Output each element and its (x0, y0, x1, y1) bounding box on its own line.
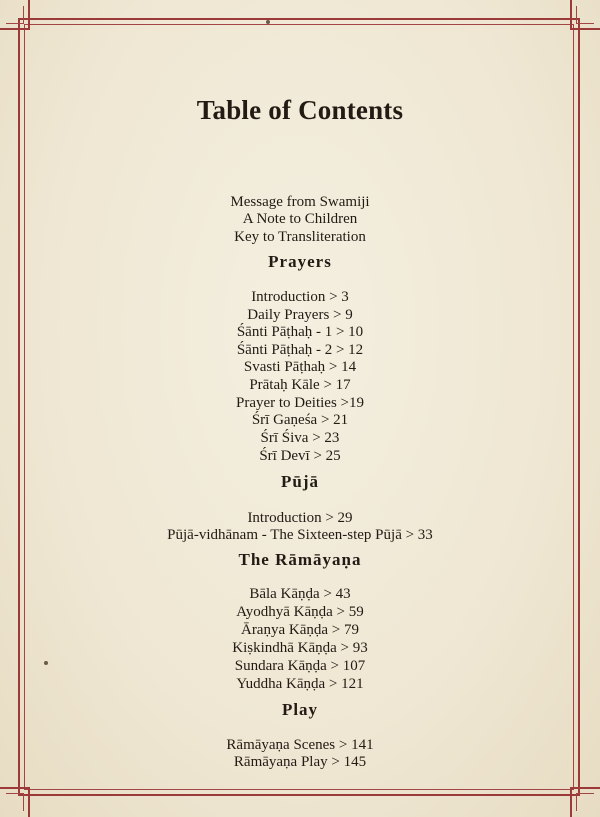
section-heading-puja: Pūjā (281, 472, 319, 491)
paper-speck (266, 20, 270, 24)
toc-entry: Kiṣkindhā Kāṇḍa > 93 (232, 640, 368, 656)
toc-entry: Svasti Pāṭhaḥ > 14 (243, 359, 357, 375)
toc-entry: Daily Prayers > 9 (247, 307, 353, 323)
toc-entry: Sundara Kāṇḍa > 107 (234, 658, 366, 674)
toc-entry: Bāla Kāṇḍa > 43 (249, 586, 351, 602)
toc-entry: Prayer to Deities >19 (235, 395, 364, 411)
toc-entry: Śānti Pāṭhaḥ - 2 > 12 (236, 342, 364, 358)
corner-ornament-top-left (0, 0, 30, 30)
toc-entry: Yuddha Kāṇḍa > 121 (236, 676, 364, 692)
toc-entry: Rāmāyaṇa Play > 145 (233, 754, 367, 770)
page-title: Table of Contents (196, 95, 404, 125)
toc-entry: Rāmāyaṇa Scenes > 141 (226, 737, 374, 753)
toc-entry: Introduction > 3 (251, 289, 349, 305)
toc-entry: Message from Swamiji (230, 194, 370, 210)
toc-entry: Śrī Gaṇeśa > 21 (251, 412, 349, 428)
toc-entry: Key to Transliteration (234, 229, 366, 245)
section-heading-ramayana: The Rāmāyaṇa (238, 550, 362, 569)
toc-entry: Pūjā-vidhānam - The Sixteen-step Pūjā > 33 (167, 527, 433, 543)
corner-ornament-bottom-right (570, 787, 600, 817)
toc-entry: Śrī Śiva > 23 (260, 430, 340, 446)
toc-entry: Prātaḥ Kāle > 17 (249, 377, 351, 393)
toc-entry: Āraṇya Kāṇḍa > 79 (240, 622, 359, 638)
section-heading-play: Play (281, 700, 319, 719)
toc-entry: Śrī Devī > 25 (259, 448, 341, 464)
corner-ornament-top-right (570, 0, 600, 30)
section-heading-prayers: Prayers (268, 252, 332, 271)
toc-entry: A Note to Children (242, 211, 358, 227)
toc-entry: Ayodhyā Kāṇḍa > 59 (236, 604, 364, 620)
toc-entry: Introduction > 29 (247, 510, 353, 526)
corner-ornament-bottom-left (0, 787, 30, 817)
toc-entry: Śānti Pāṭhaḥ - 1 > 10 (236, 324, 364, 340)
